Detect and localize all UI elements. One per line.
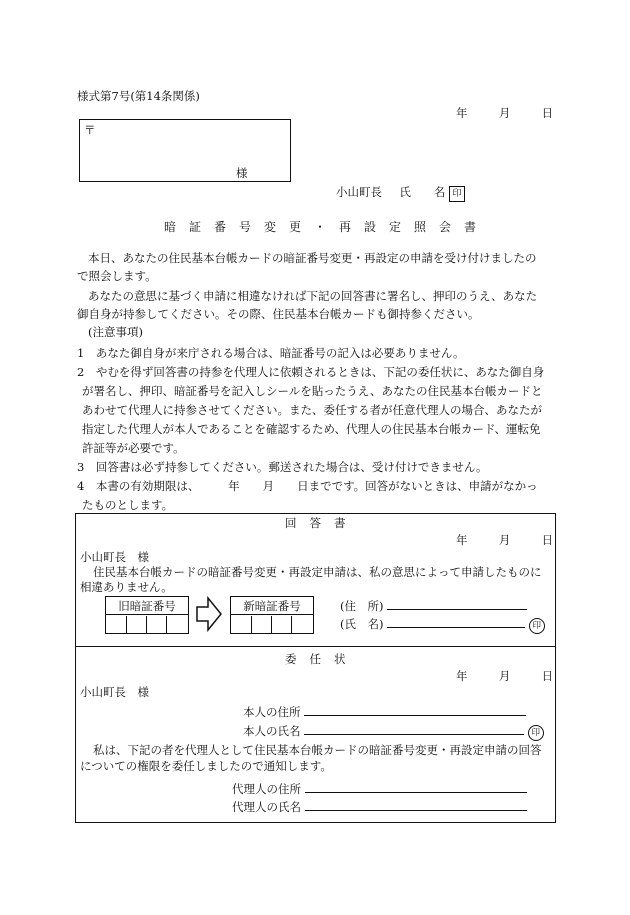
old-pin-divider [106,614,188,615]
agent-address-field[interactable] [305,780,527,793]
body-p2-line2: 御自身が持参してください。その際、住民基本台帳カードも御持参ください。 [77,307,480,321]
notes-heading: (注意事項) [88,325,143,339]
date-month-label: 月 [498,106,511,120]
reply-date [456,532,553,548]
old-pin-digit-3[interactable] [146,616,167,633]
note-1: 1 あなた御自身が来庁される場合は、暗証番号の記入は必要ありません。 [77,346,465,360]
new-pin-divider [231,614,313,615]
reply-title: 回答書 [285,516,359,530]
note-3: 3 回答書は必ず持参してください。郵送された場合は、受け付けできません。 [77,460,488,474]
reply-name-label: (氏 名) [340,617,384,631]
reply-name-field[interactable] [387,615,525,628]
proxy-seal: 印 [528,725,544,741]
principal-address-field[interactable] [304,703,526,716]
proxy-title: 委任状 [285,652,359,666]
new-pin-digit-4[interactable] [291,616,313,633]
issuer-seal: 印 [449,186,465,202]
reply-statement-line2: 相違ありません。 [80,580,173,594]
proxy-date-year: 年 [456,669,468,683]
agent-address-label: 代理人の住所 [232,782,301,796]
old-pin-digit-4[interactable] [166,616,188,633]
reply-date-year: 年 [456,533,468,547]
reply-seal: 印 [529,618,545,634]
reply-date-day: 日 [541,533,554,547]
reply-addressee: 小山町長 様 [80,550,149,564]
proxy-date [456,668,553,684]
old-pin-label: 旧暗証番号 [118,599,176,613]
principal-name-label: 本人の氏名 [243,724,301,738]
note-4-line1: 4 本書の有効期限は、 年 月 日までです。回答がないときは、申請がなかっ [77,479,538,493]
reply-name-row [340,615,545,634]
note-2-line4: 指定した代理人が本人であることを確認するため、代理人の住民基本台帳カード、運転免 [82,422,541,436]
section-divider [76,646,555,647]
issuer-name-label: 氏 名 [399,185,446,199]
note-2-line2: が署名し、押印、暗証番号を記入しシールを貼ったうえ、あなたの住民基本台帳カードと [82,384,543,398]
proxy-statement-line1: 私は、下記の者を代理人として住民基本台帳カードの暗証番号変更・再設定申請の回答 [93,743,542,757]
issuer-line [336,184,465,202]
note-2-line1: 2 やむを得ず回答書の持参を代理人に依頼されるときは、下記の委任状に、あなた御自身 [77,365,545,379]
reply-statement-line1: 住民基本台帳カードの暗証番号変更・再設定申請は、私の意思によって申請したものに [93,565,542,579]
document-title: 暗証番号変更・再設定照会書 [164,220,490,234]
agent-address-row [232,780,527,797]
date-year-label: 年 [456,106,468,120]
new-pin-box [230,596,314,634]
proxy-addressee: 小山町長 様 [80,685,149,699]
note-4-line2: たものとします。 [82,498,174,512]
reply-date-month: 月 [498,533,511,547]
principal-name-field[interactable] [304,722,524,735]
proxy-date-day: 日 [541,669,554,683]
new-pin-digit-1[interactable] [231,616,252,633]
right-arrow-icon [195,596,223,632]
form-number: 様式第7号(第14条関係) [77,89,200,103]
issuer-title: 小山町長 [336,185,382,199]
header-date [456,105,553,121]
proxy-statement-line2: についての権限を委任しましたので通知します。 [80,759,332,773]
body-p2-line1: あなたの意思に基づく申請に相違なければ下記の回答書に署名し、押印のうえ、あなた [88,289,538,303]
proxy-date-month: 月 [498,669,511,683]
reply-address-label: (住 所) [340,599,384,613]
principal-address-label: 本人の住所 [243,705,301,719]
principal-name-row [243,722,544,741]
postal-mark: 〒 [84,123,96,137]
new-pin-digit-2[interactable] [251,616,272,633]
old-pin-box [105,596,189,634]
note-2-line3: あわせて代理人に持参させてください。また、委任する者が任意代理人の場合、あなたが [82,403,542,417]
date-day-label: 日 [541,106,554,120]
body-p1-line2: で照会します。 [77,269,157,283]
address-box [79,119,291,182]
new-pin-digit-3[interactable] [271,616,292,633]
reply-address-row [340,597,527,614]
body-p1-line1: 本日、あなたの住民基本台帳カードの暗証番号変更・再設定の申請を受け付けましたの [88,251,537,265]
agent-name-field[interactable] [305,798,527,811]
old-pin-digit-1[interactable] [106,616,127,633]
principal-address-row [243,703,526,720]
note-2-line5: 許証等が必要です。 [82,441,185,455]
agent-name-row [232,798,527,815]
reply-address-field[interactable] [387,597,527,610]
agent-name-label: 代理人の氏名 [232,800,301,814]
address-honorific: 様 [236,166,248,180]
new-pin-label: 新暗証番号 [243,599,301,613]
old-pin-digit-2[interactable] [126,616,147,633]
